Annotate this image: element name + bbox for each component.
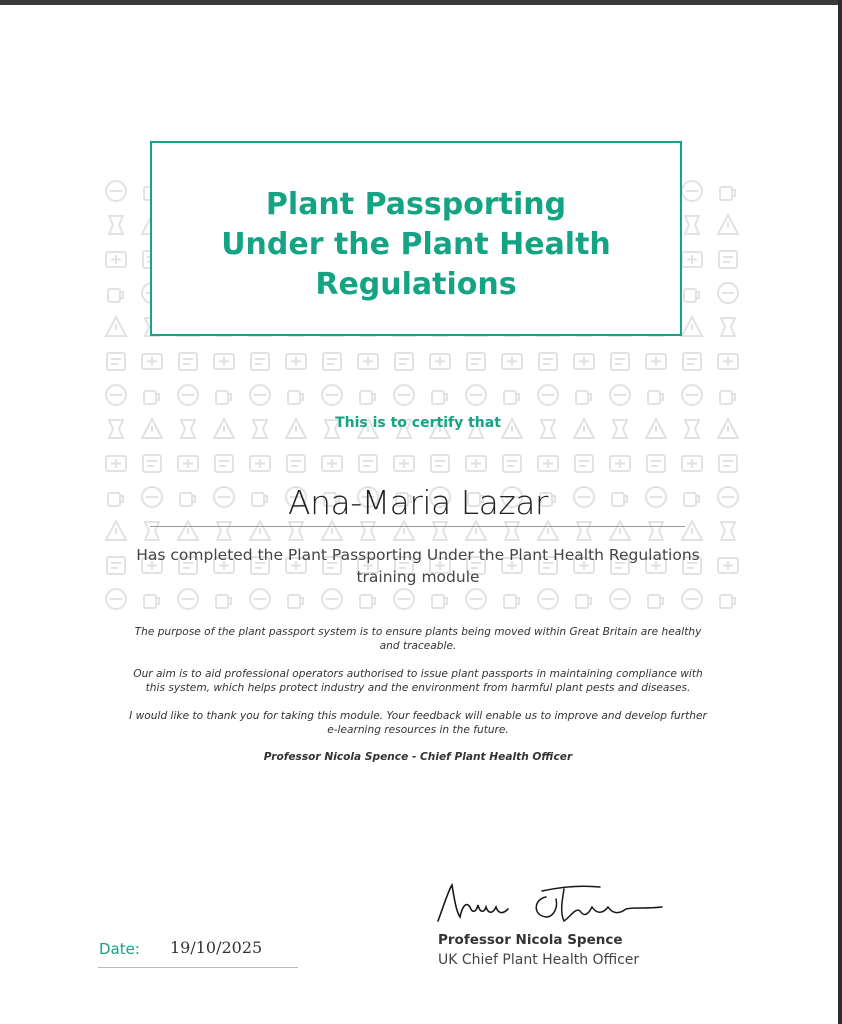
receipt-icon — [610, 385, 630, 405]
barrel-icon — [361, 522, 375, 540]
no-entry-hand-icon — [610, 521, 630, 540]
wine-icon — [250, 521, 270, 540]
signer-name: Professor Nicola Spence — [438, 932, 623, 948]
clock-icon — [538, 456, 558, 471]
warning-icon — [106, 589, 126, 609]
cutlery-icon — [178, 456, 198, 471]
beer-icon — [719, 251, 737, 268]
fuel-pump-icon — [649, 522, 663, 540]
barrel-icon — [577, 522, 591, 540]
shopping-basket-icon — [431, 455, 449, 472]
age-18-icon — [322, 385, 342, 405]
age-18-icon — [394, 589, 414, 609]
first-aid-icon — [720, 391, 735, 404]
cigarette-icon — [432, 391, 447, 404]
handshake-icon — [538, 521, 558, 540]
hourglass-icon — [250, 456, 270, 471]
receipt-icon — [394, 385, 414, 405]
clock-icon — [286, 354, 306, 369]
paragraph-line: I would like to thank you for taking this module. Your feedback will enable us to improve and develop further — [129, 710, 707, 722]
age-18-icon — [682, 181, 702, 201]
barrel-icon — [685, 216, 699, 234]
title-line: Plant Passporting — [265, 187, 567, 222]
signoff-text: Professor Nicola Spence - Chief Plant Health Officer — [263, 751, 573, 763]
signer-title: UK Chief Plant Health Officer — [438, 952, 640, 968]
cutlery-icon — [394, 456, 414, 471]
receipt-icon — [466, 589, 486, 609]
hourglass-icon — [430, 354, 450, 369]
shopping-basket-icon — [647, 455, 665, 472]
certify-text: This is to certify that — [335, 415, 501, 431]
cutlery-icon — [574, 354, 594, 369]
no-entry-hand-icon — [178, 521, 198, 540]
age-18-icon — [538, 385, 558, 405]
coffee-icon — [719, 455, 737, 472]
coffee-icon — [251, 353, 269, 370]
pound-coin-icon — [360, 391, 375, 404]
fuel-pump-icon — [109, 216, 123, 234]
beer-icon — [143, 455, 161, 472]
cigarette-icon — [504, 595, 519, 608]
fuel-pump-icon — [433, 522, 447, 540]
handshake-icon — [322, 521, 342, 540]
cutlery-icon — [358, 354, 378, 369]
shopping-basket-icon — [611, 353, 629, 370]
aim-paragraph — [96, 667, 740, 695]
beer-icon — [107, 353, 125, 370]
hourglass-icon — [646, 354, 666, 369]
barrel-icon — [145, 522, 159, 540]
receipt-icon — [178, 385, 198, 405]
title-box — [150, 141, 682, 336]
coffee-icon — [503, 455, 521, 472]
clock-icon — [718, 354, 738, 369]
handshake-icon — [106, 521, 126, 540]
clock-icon — [502, 354, 522, 369]
fuel-pump-icon — [217, 522, 231, 540]
first-aid-icon — [288, 391, 303, 404]
cigarette-icon — [288, 595, 303, 608]
cigarette-icon — [216, 391, 231, 404]
viewer-scrollbar-edge[interactable] — [838, 0, 842, 1024]
completion-statement — [95, 544, 741, 588]
thanks-paragraph — [96, 709, 740, 737]
paragraph-line: The purpose of the plant passport system is to ensure plants being moved within Great Britain are healthy — [134, 626, 702, 638]
receipt-icon — [682, 589, 702, 609]
purpose-paragraph — [96, 625, 740, 653]
shopping-basket-icon — [215, 455, 233, 472]
barrel-icon — [721, 318, 735, 336]
pound-coin-icon — [576, 391, 591, 404]
handshake-icon — [682, 317, 702, 336]
paragraph-line: and traceable. — [379, 640, 457, 652]
first-aid-icon — [144, 595, 159, 608]
date-underline — [98, 967, 298, 968]
beer-icon — [323, 353, 341, 370]
pound-coin-icon — [144, 391, 159, 404]
beer-icon — [575, 455, 593, 472]
wine-icon — [466, 521, 486, 540]
pound-coin-icon — [648, 595, 663, 608]
id-card-icon — [721, 522, 735, 540]
cutlery-icon — [610, 456, 630, 471]
shopping-basket-icon — [179, 353, 197, 370]
warning-icon — [250, 385, 270, 405]
coffee-icon — [683, 353, 701, 370]
id-card-icon — [289, 522, 303, 540]
age-18-icon — [718, 283, 738, 303]
receipt-icon — [250, 589, 270, 609]
first-aid-icon — [576, 595, 591, 608]
no-entry-hand-icon — [106, 317, 126, 336]
hourglass-icon — [466, 456, 486, 471]
no-entry-hand-icon — [718, 215, 738, 234]
warning-icon — [466, 385, 486, 405]
pound-coin-icon — [108, 289, 123, 302]
warning-icon — [322, 589, 342, 609]
completion-line: training module — [356, 568, 480, 586]
name-underline — [150, 526, 685, 527]
age-18-icon — [610, 589, 630, 609]
title-line: Under the Plant Health — [221, 227, 611, 262]
completion-line: Has completed the Plant Passporting Under the Plant Health Regulations — [136, 546, 700, 564]
warning-icon — [682, 385, 702, 405]
cutlery-icon — [142, 354, 162, 369]
clock-icon — [682, 252, 702, 267]
certificate-title — [152, 185, 680, 305]
cigarette-icon — [720, 595, 735, 608]
shopping-basket-icon — [395, 353, 413, 370]
paragraph-line: Our aim is to aid professional operators authorised to issue plant passports in maintaining compliance with — [133, 668, 703, 680]
hourglass-icon — [682, 456, 702, 471]
title-line: Regulations — [315, 267, 517, 302]
coffee-icon — [287, 455, 305, 472]
handwritten-signature — [430, 877, 670, 927]
recipient-name: Ana-Maria Lazar — [288, 483, 548, 522]
date-value: 19/10/2025 — [170, 938, 263, 957]
clock-icon — [106, 456, 126, 471]
coffee-icon — [467, 353, 485, 370]
receipt-icon — [106, 181, 126, 201]
clock-icon — [322, 456, 342, 471]
paragraph-line: e-learning resources in the future. — [327, 724, 509, 736]
first-aid-icon — [360, 595, 375, 608]
hourglass-icon — [214, 354, 234, 369]
no-entry-hand-icon — [394, 521, 414, 540]
wine-icon — [682, 521, 702, 540]
age-18-icon — [178, 589, 198, 609]
pound-coin-icon — [216, 595, 231, 608]
date-label: Date: — [99, 940, 140, 958]
beer-icon — [539, 353, 557, 370]
beer-icon — [359, 455, 377, 472]
paragraph-line: this system, which helps protect industry and the environment from harmful plant pests and diseases. — [145, 682, 691, 694]
id-card-icon — [505, 522, 519, 540]
age-18-icon — [106, 385, 126, 405]
cutlery-icon — [106, 252, 126, 267]
warning-icon — [538, 589, 558, 609]
cigarette-icon — [648, 391, 663, 404]
pound-coin-icon — [720, 187, 735, 200]
pound-coin-icon — [432, 595, 447, 608]
first-aid-icon — [504, 391, 519, 404]
first-aid-icon — [684, 289, 699, 302]
